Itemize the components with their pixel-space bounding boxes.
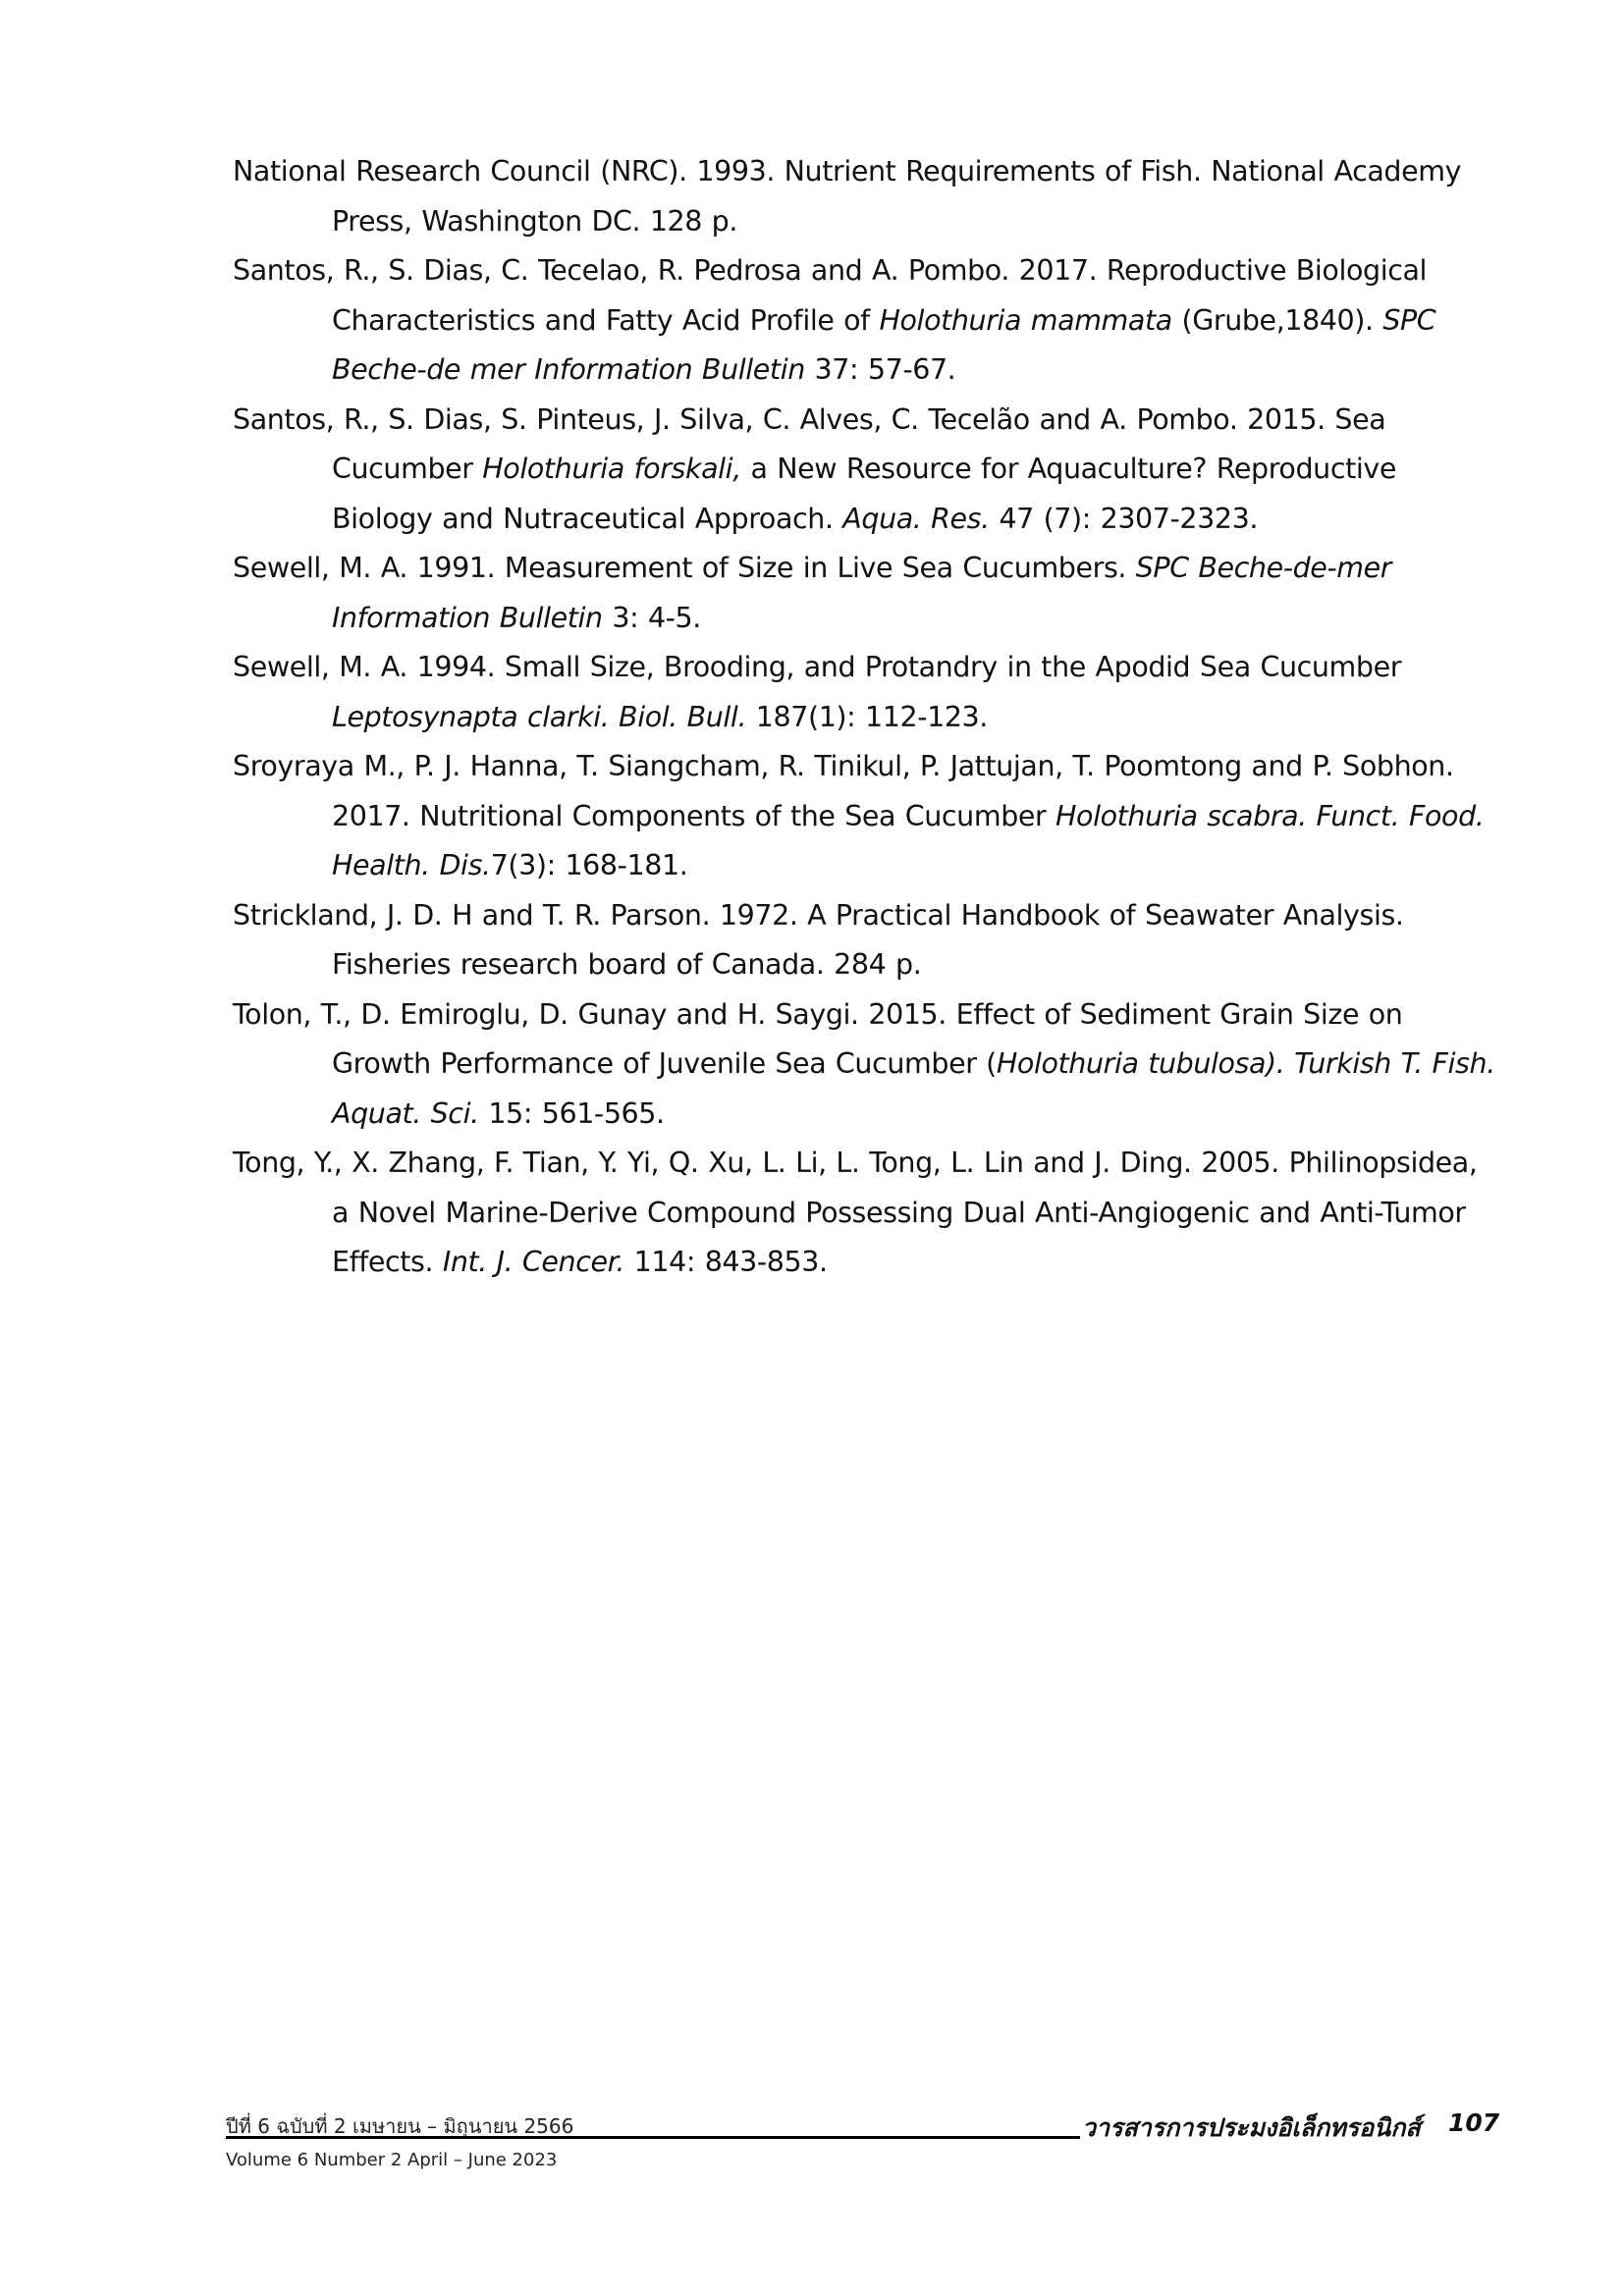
reference-entry: [233, 891, 1499, 990]
reference-text: a New Resource for Aquaculture? Reproductive Biology and Nutraceutical Approach.: [332, 453, 1396, 535]
footer-english-issue: Volume 6 Number 2 April – June 2023: [226, 2150, 558, 2170]
reference-text: Sewell, M. A. 1994. Small Size, Brooding, and Protandry in the Apodid Sea Cucumber: [233, 651, 1402, 683]
reference-text: Tolon, T., D. Emiroglu, D. Gunay and H. Saygi. 2015. Effect of Sediment Grain Size on Growth Performance of Juvenile Sea Cucumber (: [233, 997, 1403, 1080]
reference-italic-text: Holothuria scabra. Funct. Food. Health. Dis.: [332, 799, 1485, 881]
reference-entry: [233, 147, 1499, 246]
reference-text: Sroyraya M., P. J. Hanna, T. Siangcham, R. Tinikul, P. Jattujan, T. Poomtong and P. Sobhon. 2017. Nutritional Components of the Sea Cucumber: [233, 750, 1454, 832]
footer-thai-issue: ปีที่ 6 ฉบับที่ 2 เมษายน – มิถุนายน 2566: [226, 2114, 574, 2138]
reference-text: Tong, Y., X. Zhang, F. Tian, Y. Yi, Q. Xu, L. Li, L. Tong, L. Lin and J. Ding. 2005. Philinopsidea, a Novel Marine-Derive Compound Possessing Dual Anti-Angiogenic and Anti-Tumor Effects.: [233, 1147, 1478, 1278]
reference-italic-text: SPC Beche-de mer Information Bulletin: [332, 303, 1436, 386]
reference-entry: [233, 990, 1499, 1140]
reference-entry: [233, 1139, 1499, 1288]
reference-list: [233, 147, 1499, 1288]
reference-text: Sewell, M. A. 1991. Measurement of Size in Live Sea Cucumbers.: [233, 552, 1136, 584]
reference-text: Strickland, J. D. H and T. R. Parson. 1972. A Practical Handbook of Seawater Analysis. Fisheries research board of Canada. 284 p.: [233, 898, 1404, 981]
reference-text: 114: 843-853.: [623, 1246, 828, 1278]
reference-text: 3: 4-5.: [602, 601, 701, 634]
reference-text: Santos, R., S. Dias, C. Tecelao, R. Pedrosa and A. Pombo. 2017. Reproductive Biological Characteristics and Fatty Acid Profile of: [233, 254, 1428, 337]
reference-italic-text: Leptosynapta clarki. Biol. Bull.: [332, 700, 747, 733]
reference-entry: [233, 742, 1499, 891]
reference-text: 187(1): 112-123.: [746, 700, 988, 733]
reference-text: 47 (7): 2307-2323.: [989, 502, 1259, 535]
reference-entry: [233, 544, 1499, 643]
reference-entry: [233, 643, 1499, 742]
reference-italic-text: Holothuria forskali,: [482, 453, 741, 485]
reference-text: 37: 57-67.: [804, 353, 956, 386]
reference-entry: [233, 396, 1499, 545]
footer-journal-name: วารสารการประมงอิเล็กทรอนิกส์: [1082, 2113, 1421, 2142]
reference-italic-text: Holothuria mammata: [879, 303, 1172, 337]
reference-text: (Grube,1840).: [1171, 303, 1383, 337]
reference-italic-text: SPC Beche-de-mer Information Bulletin: [332, 552, 1392, 634]
reference-text: 15: 561-565.: [478, 1096, 665, 1130]
reference-entry: [233, 246, 1499, 396]
reference-text: National Research Council (NRC). 1993. Nutrient Requirements of Fish. National Academy Press, Washington DC. 128 p.: [233, 155, 1462, 238]
reference-italic-text: Aqua. Res.: [842, 502, 990, 535]
footer-divider: [226, 2136, 1080, 2139]
reference-text: 7(3): 168-181.: [490, 849, 688, 881]
page-number: 107: [1448, 2109, 1500, 2137]
reference-text: Santos, R., S. Dias, S. Pinteus, J. Silva, C. Alves, C. Tecelão and A. Pombo. 2015. Sea Cucumber: [233, 402, 1386, 485]
reference-italic-text: Int. J. Cencer.: [442, 1246, 624, 1278]
reference-italic-text: Holothuria tubulosa). Turkish T. Fish. Aquat. Sci.: [332, 1047, 1495, 1130]
